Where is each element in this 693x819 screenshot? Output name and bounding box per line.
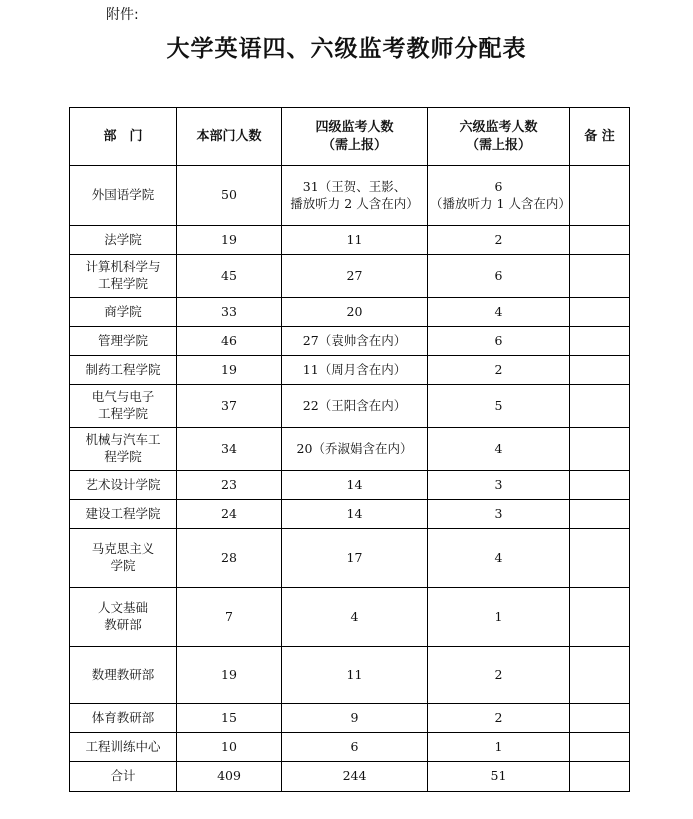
document-title: 大学英语四、六级监考教师分配表 — [166, 36, 527, 62]
notes-cell — [570, 647, 630, 704]
cet6-proctors-cell: 2 — [428, 356, 570, 385]
department-total-cell: 23 — [177, 471, 282, 500]
table-row — [70, 762, 630, 792]
department-total-cell: 34 — [177, 428, 282, 471]
notes-cell — [570, 298, 630, 327]
notes-cell — [570, 588, 630, 647]
table-row — [70, 298, 630, 327]
proctor-allocation-table — [69, 107, 630, 792]
cet6-proctors-cell: 51 — [428, 762, 570, 792]
notes-cell — [570, 385, 630, 428]
cet4-proctors-cell: 17 — [282, 529, 428, 588]
cet4-proctors-cell: 4 — [282, 588, 428, 647]
cet6-proctors-cell: 1 — [428, 588, 570, 647]
department-cell: 人文基础 教研部 — [70, 588, 177, 647]
department-total-cell: 33 — [177, 298, 282, 327]
cet6-proctors-cell: 2 — [428, 704, 570, 733]
cet6-proctors-cell: 2 — [428, 226, 570, 255]
department-total-cell: 19 — [177, 226, 282, 255]
table-row — [70, 428, 630, 471]
cet4-proctors-cell: 11 — [282, 647, 428, 704]
cet6-proctors-cell: 6 （播放听力 1 人含在内） — [428, 166, 570, 226]
table-row — [70, 471, 630, 500]
department-total-cell: 45 — [177, 255, 282, 298]
cet6-proctors-cell: 1 — [428, 733, 570, 762]
notes-cell — [570, 733, 630, 762]
notes-cell — [570, 529, 630, 588]
department-cell: 外国语学院 — [70, 166, 177, 226]
department-cell: 法学院 — [70, 226, 177, 255]
notes-cell — [570, 762, 630, 792]
department-cell: 体育教研部 — [70, 704, 177, 733]
cet6-proctors-cell: 3 — [428, 500, 570, 529]
table-row — [70, 500, 630, 529]
notes-cell — [570, 704, 630, 733]
notes-cell — [570, 471, 630, 500]
department-cell: 商学院 — [70, 298, 177, 327]
department-total-cell: 19 — [177, 356, 282, 385]
department-total-cell: 19 — [177, 647, 282, 704]
table-row — [70, 356, 630, 385]
table-row — [70, 166, 630, 226]
cet4-proctors-cell: 6 — [282, 733, 428, 762]
table-row — [70, 733, 630, 762]
department-cell: 电气与电子 工程学院 — [70, 385, 177, 428]
table-row — [70, 255, 630, 298]
department-cell: 数理教研部 — [70, 647, 177, 704]
cet6-proctors-cell: 3 — [428, 471, 570, 500]
department-cell: 建设工程学院 — [70, 500, 177, 529]
department-total-cell: 7 — [177, 588, 282, 647]
cet6-proctors-cell: 4 — [428, 428, 570, 471]
cet4-proctors-cell: 11 — [282, 226, 428, 255]
cet4-proctors-cell: 22（王阳含在内） — [282, 385, 428, 428]
table-header-row — [70, 108, 630, 166]
department-cell: 工程训练中心 — [70, 733, 177, 762]
notes-cell — [570, 327, 630, 356]
cet4-proctors-cell: 31（王贺、王影、 播放听力 2 人含在内） — [282, 166, 428, 226]
cet4-proctors-cell: 244 — [282, 762, 428, 792]
cet4-proctors-cell: 14 — [282, 500, 428, 529]
department-cell: 管理学院 — [70, 327, 177, 356]
notes-cell — [570, 226, 630, 255]
department-cell: 机械与汽车工 程学院 — [70, 428, 177, 471]
table-row — [70, 647, 630, 704]
department-cell: 制药工程学院 — [70, 356, 177, 385]
department-total-cell: 28 — [177, 529, 282, 588]
notes-cell — [570, 356, 630, 385]
cet4-proctors-cell: 11（周月含在内） — [282, 356, 428, 385]
header-department-total: 本部门人数 — [177, 108, 282, 166]
table-row — [70, 529, 630, 588]
department-total-cell: 10 — [177, 733, 282, 762]
header-cet6-proctors: 六级监考人数 （需上报） — [428, 108, 570, 166]
cet4-proctors-cell: 27（袁帅含在内） — [282, 327, 428, 356]
table-row — [70, 226, 630, 255]
department-cell: 计算机科学与 工程学院 — [70, 255, 177, 298]
header-notes: 备 注 — [570, 108, 630, 166]
department-total-cell: 409 — [177, 762, 282, 792]
table-row — [70, 588, 630, 647]
header-cet4-proctors: 四级监考人数 （需上报） — [282, 108, 428, 166]
cet4-proctors-cell: 20（乔淑娟含在内） — [282, 428, 428, 471]
cet6-proctors-cell: 6 — [428, 327, 570, 356]
cet6-proctors-cell: 6 — [428, 255, 570, 298]
notes-cell — [570, 255, 630, 298]
cet6-proctors-cell: 4 — [428, 298, 570, 327]
attachment-label: 附件: — [106, 7, 139, 23]
cet6-proctors-cell: 5 — [428, 385, 570, 428]
department-cell: 艺术设计学院 — [70, 471, 177, 500]
notes-cell — [570, 166, 630, 226]
cet4-proctors-cell: 20 — [282, 298, 428, 327]
cet4-proctors-cell: 9 — [282, 704, 428, 733]
department-cell: 合计 — [70, 762, 177, 792]
department-total-cell: 37 — [177, 385, 282, 428]
department-total-cell: 15 — [177, 704, 282, 733]
department-total-cell: 46 — [177, 327, 282, 356]
cet6-proctors-cell: 4 — [428, 529, 570, 588]
table-row — [70, 704, 630, 733]
notes-cell — [570, 428, 630, 471]
cet4-proctors-cell: 27 — [282, 255, 428, 298]
header-department: 部 门 — [70, 108, 177, 166]
cet6-proctors-cell: 2 — [428, 647, 570, 704]
department-total-cell: 24 — [177, 500, 282, 529]
department-cell: 马克思主义 学院 — [70, 529, 177, 588]
department-total-cell: 50 — [177, 166, 282, 226]
table-row — [70, 327, 630, 356]
table-row — [70, 385, 630, 428]
cet4-proctors-cell: 14 — [282, 471, 428, 500]
notes-cell — [570, 500, 630, 529]
